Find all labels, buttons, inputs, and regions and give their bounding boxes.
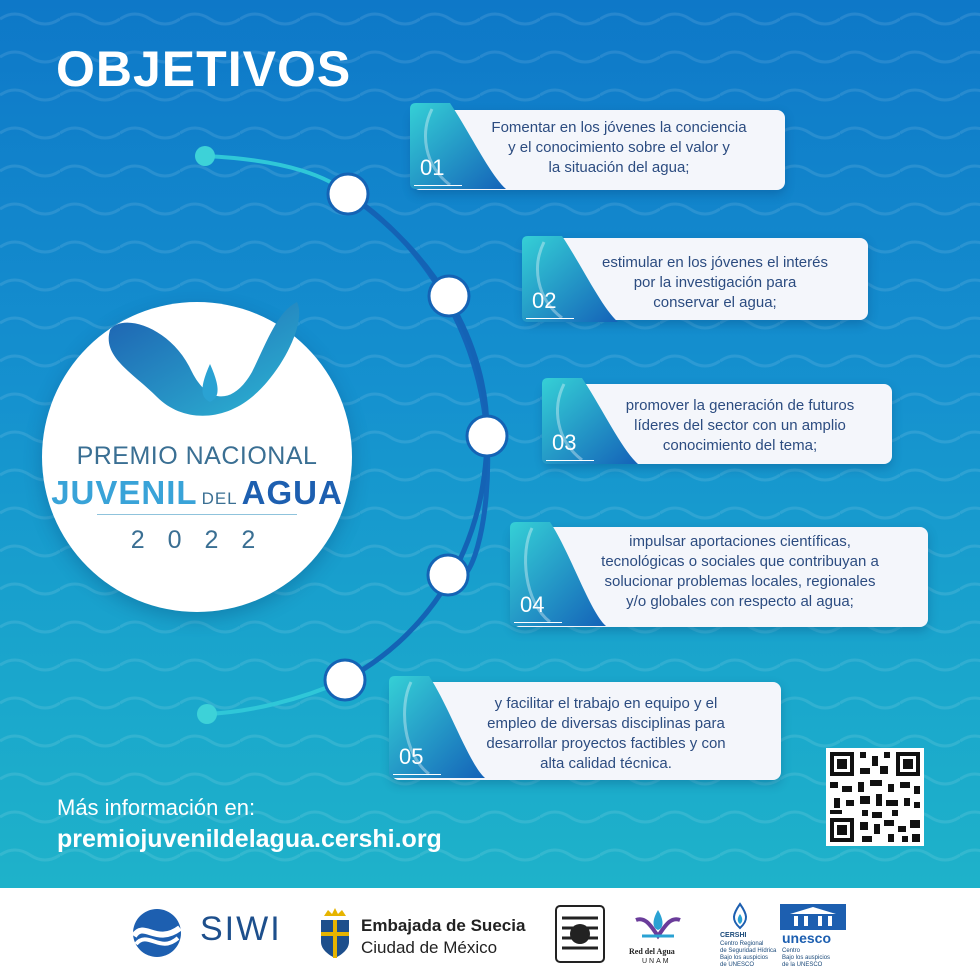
cershi-sub-2: de Seguridad Hídrica xyxy=(720,948,777,954)
red-del-agua-icon xyxy=(628,906,688,946)
objective-text-line: conocimiento del tema; xyxy=(662,437,818,454)
unesco-temple-icon xyxy=(780,904,846,930)
objective-number: 05 xyxy=(399,744,424,769)
objective-number-underline xyxy=(393,774,441,775)
objective-text-line: impulsar aportaciones científicas, xyxy=(629,533,851,550)
objective-text xyxy=(458,118,780,178)
logo-year: 2 0 2 2 xyxy=(130,526,264,554)
objective-text-line: y/o globales con respecto al agua; xyxy=(626,593,854,610)
objective-text-line: alta calidad técnica. xyxy=(540,755,672,772)
objective-text-line: y el conocimiento sobre el valor y xyxy=(508,139,730,156)
objective-text-line: por la investigación para xyxy=(633,274,797,291)
unesco-label: unesco xyxy=(782,930,832,946)
objective-text xyxy=(560,532,920,612)
cershi-sub-3: Bajo los auspicios xyxy=(720,955,769,961)
logo-line2: JUVENIL DEL AGUA xyxy=(51,474,343,511)
unesco-sub-2: Bajo los auspicios xyxy=(782,955,831,961)
more-info-label: Más información en: xyxy=(57,795,256,820)
objective-text-line: promover la generación de futuros xyxy=(625,397,855,414)
objective-text-line: la situación del agua; xyxy=(548,159,690,176)
objective-text-line: líderes del sector con un amplio xyxy=(634,417,846,434)
red-del-agua-label: Red del Agua xyxy=(629,947,675,956)
cershi-drop-icon xyxy=(727,902,753,930)
cershi-sub-4: de UNESCO xyxy=(720,962,755,968)
timeline-node-5 xyxy=(325,660,365,700)
objective-number: 03 xyxy=(552,430,577,455)
objective-text xyxy=(570,253,860,313)
objective-text-line: estimular en los jóvenes el interés xyxy=(602,254,828,271)
cershi-label: CERSHI xyxy=(720,932,747,939)
objective-text xyxy=(592,396,888,456)
sponsor-footer xyxy=(0,888,980,980)
page-title: OBJETIVOS xyxy=(56,41,352,97)
unesco-sub-1: Centro xyxy=(782,948,801,954)
objective-text-line: desarrollar proyectos factibles y con xyxy=(486,735,726,752)
siwi-label: SIWI xyxy=(200,910,282,948)
award-logo xyxy=(42,302,352,612)
objective-text-line: y facilitar el trabajo en equipo y el xyxy=(494,695,718,712)
cershi-sub-1: Centro Regional xyxy=(720,941,764,947)
more-info-url[interactable]: premiojuvenildelagua.cershi.org xyxy=(57,825,442,853)
objective-number: 04 xyxy=(520,592,545,617)
qr-code-icon[interactable] xyxy=(826,748,924,846)
objective-number-underline xyxy=(514,622,562,623)
objective-text-line: empleo de diversas disciplinas para xyxy=(487,715,725,732)
objective-number-underline xyxy=(414,185,462,186)
objective-number-underline xyxy=(526,318,574,319)
timeline-node-3 xyxy=(467,416,507,456)
objective-text xyxy=(438,694,774,774)
unesco-sub-3: de la UNESCO xyxy=(782,962,823,968)
objective-number: 02 xyxy=(532,288,557,313)
timeline-node-2 xyxy=(429,276,469,316)
objective-number-underline xyxy=(546,460,594,461)
siwi-logo-icon xyxy=(126,908,188,958)
sweden-crest-icon xyxy=(318,908,352,960)
objective-text-line: solucionar problemas locales, regionales xyxy=(604,573,876,590)
embassy-line1: Embajada de Suecia xyxy=(361,916,526,935)
objective-text-line: Fomentar en los jóvenes la conciencia xyxy=(491,119,747,136)
unam-label: UNAM xyxy=(642,958,671,965)
objective-text-line: tecnológicas o sociales que contribuyan a xyxy=(601,553,879,570)
logo-line1: PREMIO NACIONAL xyxy=(76,442,318,470)
timeline-node-1 xyxy=(328,174,368,214)
objective-text-line: conservar el agua; xyxy=(653,294,777,311)
logo-divider xyxy=(97,514,297,515)
embassy-line2: Ciudad de México xyxy=(361,938,498,957)
timeline-node-4 xyxy=(428,555,468,595)
unam-crest-icon xyxy=(552,904,608,966)
objective-number: 01 xyxy=(420,155,445,180)
water-drop-logo-icon xyxy=(102,302,302,422)
